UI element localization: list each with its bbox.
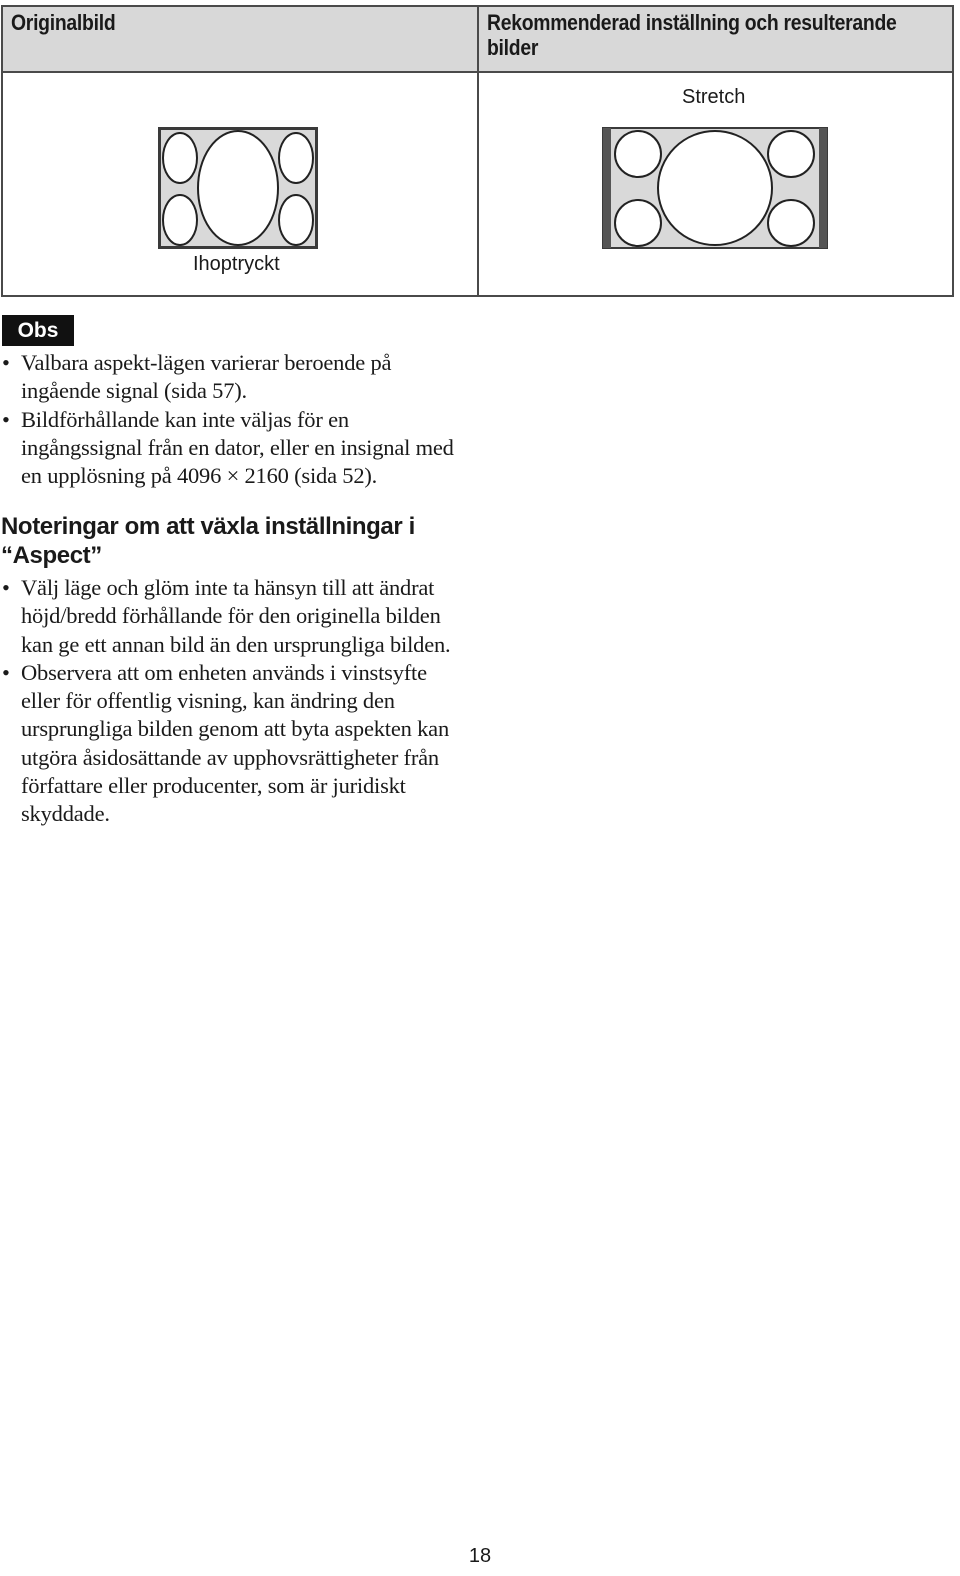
- page-number: 18: [468, 1545, 492, 1567]
- aspect-notes-heading: Noteringar om att växla inställningar i “Aspect”: [1, 513, 415, 569]
- caption-squeezed: Ihoptryckt: [193, 253, 280, 275]
- aspect-note-item: • Välj läge och glöm inte ta hänsyn till att ändrat höjd/bredd förhållande för den originella bilden kan ge ett annan bild än den ursprungliga bilden.: [0, 574, 470, 659]
- table-column-divider: [477, 7, 479, 295]
- obs-badge: Obs: [2, 315, 74, 346]
- obs-list: [0, 349, 470, 490]
- squeezed-image-illustration: [158, 127, 318, 249]
- caption-stretch: Stretch: [682, 86, 746, 108]
- aspect-notes-list: [0, 574, 470, 829]
- column-header-recommended: Rekommenderad inställning och resulterande bilder: [487, 10, 897, 60]
- obs-item: • Valbara aspekt-lägen varierar beroende på ingående signal (sida 57).: [0, 349, 470, 406]
- stretch-image-illustration: [602, 127, 828, 249]
- aspect-note-item: • Observera att om enheten används i vinstsyfte eller för offentlig visning, kan ändring den ursprungliga bilden genom att byta aspekten kan utgöra åsidosättande av upphovsrättigheter från författare eller producenter, som är juridiskt skyddade.: [0, 659, 470, 829]
- column-header-original: Originalbild: [11, 10, 116, 35]
- obs-item: • Bildförhållande kan inte väljas för en ingångssignal från en dator, eller en insignal med en upplösning på 4096 × 2160 (sida 52).: [0, 406, 470, 491]
